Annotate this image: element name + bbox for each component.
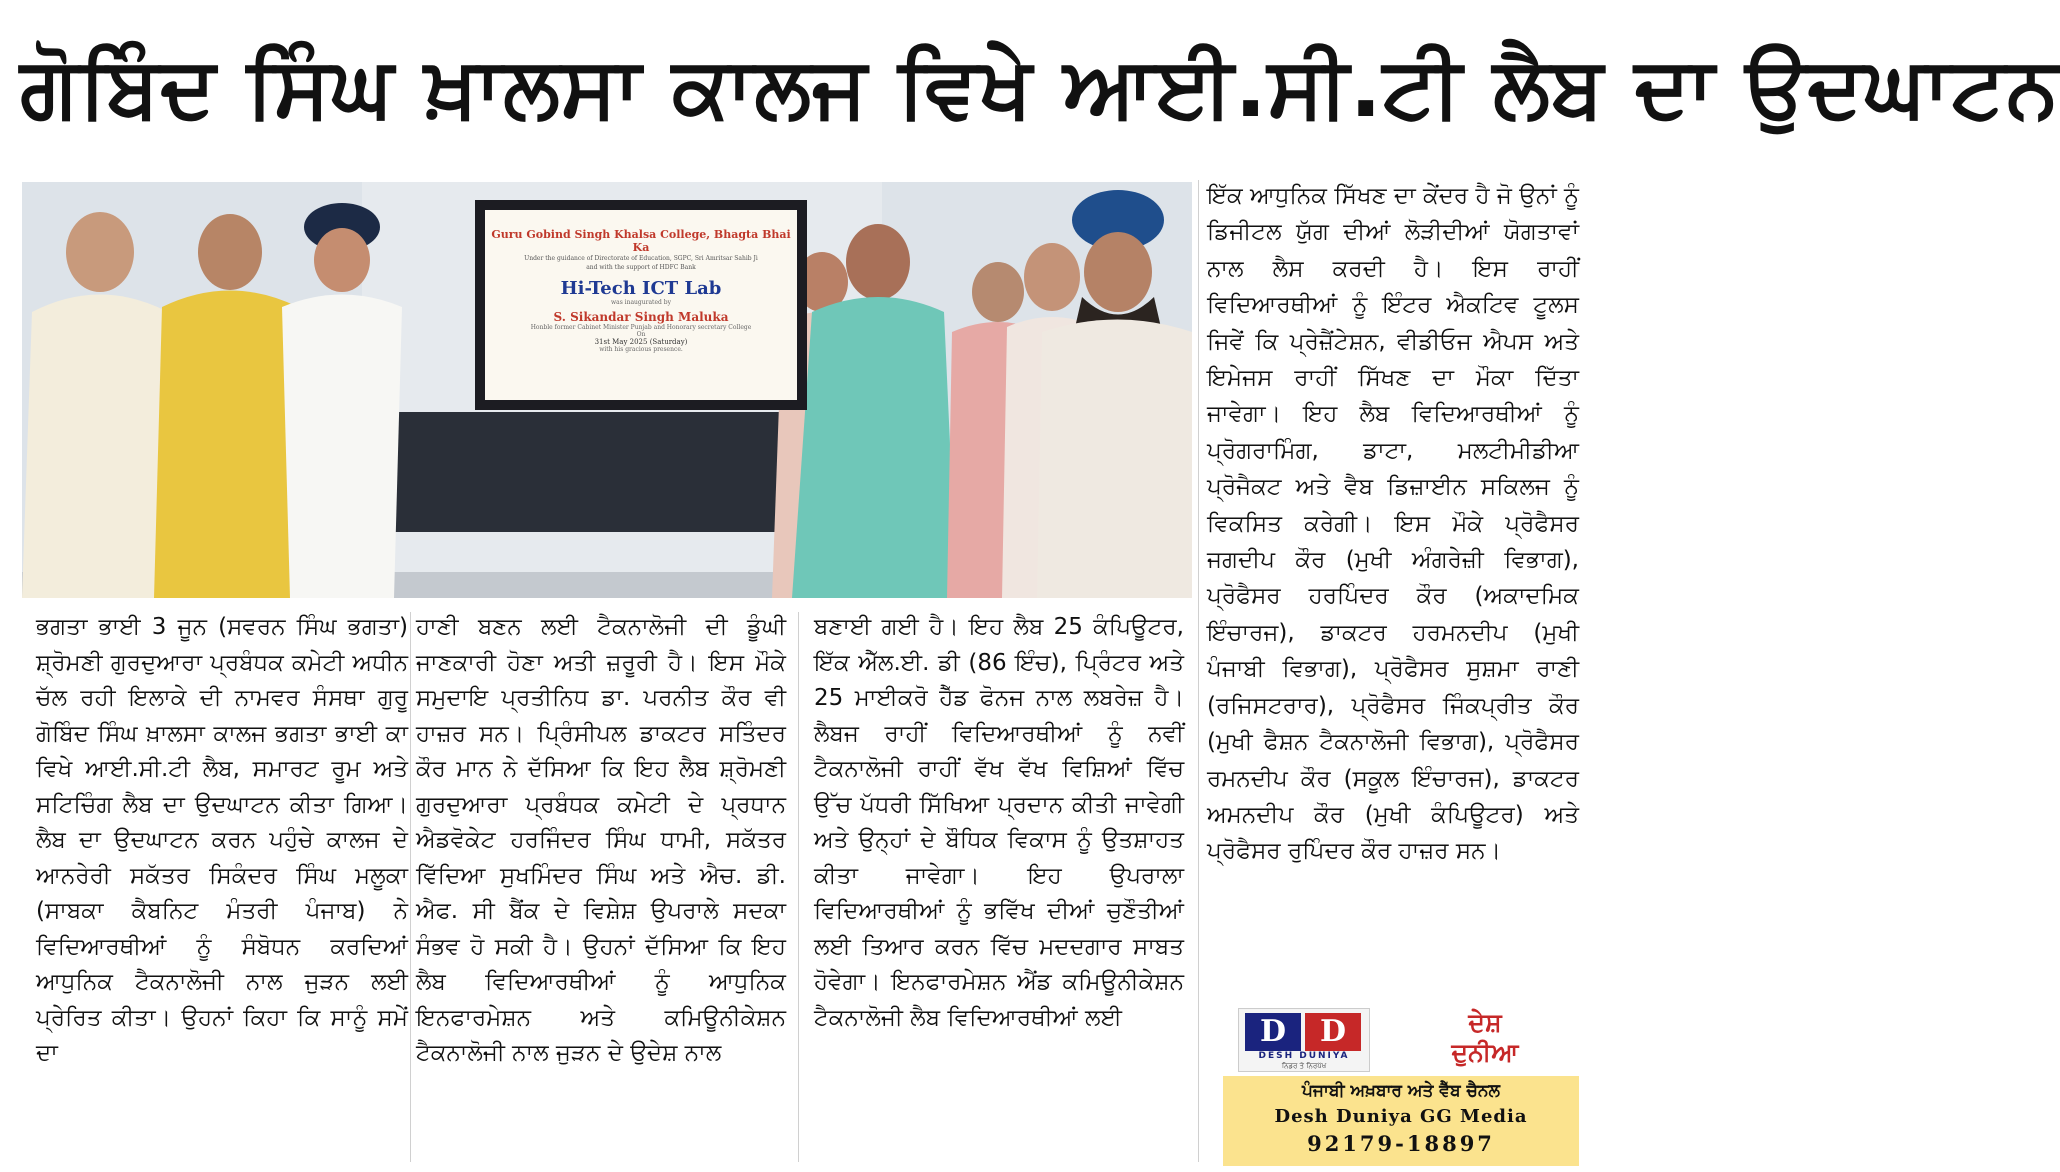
article-column-4: ਇੱਕ ਆਧੁਨਿਕ ਸਿੱਖਣ ਦਾ ਕੇਂਦਰ ਹੈ ਜੋ ਉਨਾਂ ਨੂੰ ਡਿਜੀਟਲ ਯੁੱਗ ਦੀਆਂ ਲੋੜੀਦੀਆਂ ਯੋਗਤਾਵਾਂ ਨਾਲ ਲੈਸ ਕਰਦੀ ਹੈ। ਇਸ ਰਾਹੀਂ ਵਿਦਿਆਰਥੀਆਂ ਨੂੰ ਇੰਟਰ ਐਕਟਿਵ ਟੂਲਸ ਜਿਵੇਂ ਕਿ ਪ੍ਰੇਜ਼ੈਂਟੇਸ਼ਨ, ਵੀਡੀਓਜ ਐਪਸ ਅਤੇ ਇਮੇਜਸ ਰਾਹੀਂ ਸਿੱਖਣ ਦਾ ਮੌਕਾ ਦਿੱਤਾ ਜਾਵੇਗਾ। ਇਹ ਲੈਬ ਵਿਦਿਆਰਥੀਆਂ ਨੂੰ ਪ੍ਰੋਗਰਾਮਿੰਗ, ਡਾਟਾ, ਮਲਟੀਮੀਡੀਆ ਪ੍ਰੋਜੈਕਟ ਅਤੇ ਵੈਬ ਡਿਜ਼ਾਈਨ ਸਕਿਲਜ ਨੂੰ ਵਿਕਸਿਤ ਕਰੇਗੀ। ਇਸ ਮੌਕੇ ਪ੍ਰੋਫੈਸਰ ਜਗਦੀਪ ਕੌਰ (ਮੁਖੀ ਅੰਗਰੇਜ਼ੀ ਵਿਭਾਗ), ਪ੍ਰੋਫੈਸਰ ਹਰਪਿੰਦਰ ਕੌਰ (ਅਕਾਦਮਿਕ ਇੰਚਾਰਜ), ਡਾਕਟਰ ਹਰਮਨਦੀਪ (ਮੁਖੀ ਪੰਜਾਬੀ ਵਿਭਾਗ), ਪ੍ਰੋਫੈਸਰ ਸੁਸ਼ਮਾ ਰਾਣੀ (ਰਜਿਸਟਰਾਰ), ਪ੍ਰੋਫੈਸਰ ਜਿੰਕਪ੍ਰੀਤ ਕੌਰ (ਮੁਖੀ ਫੈਸ਼ਨ ਟੈਕਨਾਲੋਜੀ ਵਿਭਾਗ), ਪ੍ਰੋਫੈਸਰ ਰਮਨਦੀਪ ਕੌਰ (ਸਕੂਲ ਇੰਚਾਰਜ), ਡਾਕਟਰ ਅਮਨਦੀਪ ਕੌਰ (ਮੁਖੀ ਕੰਪਿਊਟਰ) ਅਤੇ ਪ੍ਰੋਫੈਸਰ ਰੁਪਿੰਦਰ ਕੌਰ ਹਾਜ਼ਰ ਸਨ। (1207, 183, 1580, 865)
column-divider (410, 612, 411, 1162)
logo-letters (1245, 1013, 1363, 1051)
event-photo (22, 182, 1192, 598)
logo-letter-d2: D (1305, 1013, 1361, 1051)
column-divider (798, 612, 799, 1162)
screen-lab-name: Hi-Tech ICT Lab (560, 278, 722, 299)
screen-support: and with the support of HDFC Bank (586, 264, 696, 271)
article-column-1: ਭਗਤਾ ਭਾਈ 3 ਜੂਨ (ਸਵਰਨ ਸਿੰਘ ਭਗਤਾ) ਸ਼੍ਰੋਮਣੀ ਗੁਰਦੁਆਰਾ ਪ੍ਰਬੰਧਕ ਕਮੇਟੀ ਅਧੀਨ ਚੱਲ ਰਹੀ ਇਲਾਕੇ ਦੀ ਨਾਮਵਰ ਸੰਸਥਾ ਗੁਰੂ ਗੋਬਿੰਦ ਸਿੰਘ ਖ਼ਾਲਸਾ ਕਾਲਜ ਭਗਤਾ ਭਾਈ ਕਾ ਵਿਖੇ ਆਈ.ਸੀ.ਟੀ ਲੈਬ, ਸਮਾਰਟ ਰੂਮ ਅਤੇ ਸਟਿਚਿੰਗ ਲੈਬ ਦਾ ਉਦਘਾਟਨ ਕੀਤਾ ਗਿਆ। ਲੈਬ ਦਾ ਉਦਘਾਟਨ ਕਰਨ ਪਹੁੰਚੇ ਕਾਲਜ ਦੇ ਆਨਰੇਰੀ ਸਕੱਤਰ ਸਿਕੰਦਰ ਸਿੰਘ ਮਲੂਕਾ (ਸਾਬਕਾ ਕੈਬਨਿਟ ਮੰਤਰੀ ਪੰਜਾਬ) ਨੇ ਵਿਦਿਆਰਥੀਆਂ ਨੂੰ ਸੰਬੋਧਨ ਕਰਦਿਆਂ ਆਧੁਨਿਕ ਟੈਕਨਾਲੋਜੀ ਨਾਲ ਜੁੜਨ ਲਈ ਪ੍ਰੇਰਿਤ ਕੀਤਾ। ਉਹਨਾਂ ਕਿਹਾ ਕਿ ਸਾਨੂੰ ਸਮੇਂ ਦਾ (36, 614, 408, 1066)
column-divider (1198, 180, 1199, 1162)
screen-guest-title: Honble former Cabinet Minister Punjab and Honorary secretary College (530, 324, 752, 331)
brand-name-line2: ਦੁਨੀਆ (1451, 1038, 1519, 1067)
article-column-2: ਹਾਣੀ ਬਣਨ ਲਈ ਟੈਕਨਾਲੋਜੀ ਦੀ ਡੂੰਘੀ ਜਾਣਕਾਰੀ ਹੋਣਾ ਅਤੀ ਜ਼ਰੂਰੀ ਹੈ। ਇਸ ਮੌਕੇ ਸਮੁਦਾਇ ਪ੍ਰਤੀਨਿਧ ਡਾ. ਪਰਨੀਤ ਕੌਰ ਵੀ ਹਾਜ਼ਰ ਸਨ। ਪ੍ਰਿੰਸੀਪਲ ਡਾਕਟਰ ਸਤਿੰਦਰ ਕੌਰ ਮਾਨ ਨੇ ਦੱਸਿਆ ਕਿ ਇਹ ਲੈਬ ਸ਼੍ਰੋਮਣੀ ਗੁਰਦੁਆਰਾ ਪ੍ਰਬੰਧਕ ਕਮੇਟੀ ਦੇ ਪ੍ਰਧਾਨ ਐਡਵੋਕੇਟ ਹਰਜਿੰਦਰ ਸਿੰਘ ਧਾਮੀ, ਸਕੱਤਰ ਵਿੱਦਿਆ ਸੁਖਮਿੰਦਰ ਸਿੰਘ ਅਤੇ ਐਚ. ਡੀ. ਐਫ. ਸੀ ਬੈਂਕ ਦੇ ਵਿਸ਼ੇਸ਼ ਉਪਰਾਲੇ ਸਦਕਾ ਸੰਭਵ ਹੋ ਸਕੀ ਹੈ। ਉਹਨਾਂ ਦੱਸਿਆ ਕਿ ਇਹ ਲੈਬ ਵਿਦਿਆਰਥੀਆਂ ਨੂੰ ਆਧੁਨਿਕ ਇਨਫਾਰਮੇਸ਼ਨ ਅਤੇ ਕਮਿਊਨੀਕੇਸ਼ਨ ਟੈਕਨਾਲੋਜੀ ਨਾਲ ਜੁੜਨ ਦੇ ਉਦੇਸ਼ ਨਾਲ (416, 614, 786, 1066)
ad-media-name: Desh Duniya GG Media (1274, 1106, 1528, 1127)
projector-screen (475, 200, 807, 410)
article-column-3: ਬਣਾਈ ਗਈ ਹੈ। ਇਹ ਲੈਬ 25 ਕੰਪਿਊਟਰ, ਇੱਕ ਐੱਲ.ਈ. ਡੀ (86 ਇੰਚ), ਪ੍ਰਿੰਟਰ ਅਤੇ 25 ਮਾਈਕਰੋ ਹੈੱਡ ਫੋਨਜ ਨਾਲ ਲਬਰੇਜ਼ ਹੈ। ਲੈਬਜ ਰਾਹੀਂ ਵਿਦਿਆਰਥੀਆਂ ਨੂੰ ਨਵੀਂ ਟੈਕਨਾਲੋਜੀ ਰਾਹੀਂ ਵੱਖ ਵੱਖ ਵਿਸ਼ਿਆਂ ਵਿੱਚ ਉੱਚ ਪੱਧਰੀ ਸਿੱਖਿਆ ਪ੍ਰਦਾਨ ਕੀਤੀ ਜਾਵੇਗੀ ਅਤੇ ਉਨ੍ਹਾਂ ਦੇ ਬੌਧਿਕ ਵਿਕਾਸ ਨੂੰ ਉਤਸ਼ਾਹਤ ਕੀਤਾ ਜਾਵੇਗਾ। ਇਹ ਉਪਰਾਲਾ ਵਿਦਿਆਰਥੀਆਂ ਨੂੰ ਭਵਿੱਖ ਦੀਆਂ ਚੁਣੌਤੀਆਂ ਲਈ ਤਿਆਰ ਕਰਨ ਵਿੱਚ ਮਦਦਗਾਰ ਸਾਬਤ ਹੋਵੇਗਾ। ਇਨਫਾਰਮੇਸ਼ਨ ਐਂਡ ਕਮਿਊਨੀਕੇਸ਼ਨ ਟੈਕਨਾਲੋਜੀ ਲੈਬ ਵਿਦਿਆਰਥੀਆਂ ਲਈ (814, 614, 1184, 1031)
brand-name-line1: ਦੇਸ਼ (1468, 1008, 1502, 1037)
screen-presence: with his gracious presence. (599, 346, 683, 353)
screen-guidance: Under the guidance of Directorate of Education, SGPC, Sri Amritsar Sahib Ji (524, 255, 758, 262)
headline: ਗੋਬਿੰਦ ਸਿੰਘ ਖ਼ਾਲਸਾ ਕਾਲਜ ਵਿਖੇ ਆਈ.ਸੀ.ਟੀ ਲੈਬ ਦਾ ਉਦਘਾਟਨ (20, 38, 2060, 136)
screen-guest: S. Sikandar Singh Maluka (553, 310, 729, 324)
screen-college: Guru Gobind Singh Khalsa College, Bhagta Bhai Ka (491, 228, 791, 254)
screen-on: On (636, 331, 646, 338)
ad-tagline: ਪੰਜਾਬੀ ਅਖ਼ਬਾਰ ਅਤੇ ਵੈੱਬ ਚੈਨਲ (1301, 1081, 1501, 1101)
brand-name-punjabi (1400, 1008, 1570, 1070)
media-advert (1223, 1076, 1579, 1166)
desh-duniya-logo (1238, 1008, 1370, 1072)
logo-letter-d1: D (1245, 1013, 1301, 1051)
logo-name: DESH DUNIYA (1258, 1051, 1350, 1061)
logo-tagline: ਨਿਡਰ ਤੇ ਨਿਰਪੱਖ (1281, 1062, 1327, 1070)
ad-phone: 92179-18897 (1307, 1131, 1495, 1156)
screen-inaugurated: was inaugurated by (610, 299, 671, 306)
screen-date: 31st May 2025 (Saturday) (594, 338, 688, 346)
